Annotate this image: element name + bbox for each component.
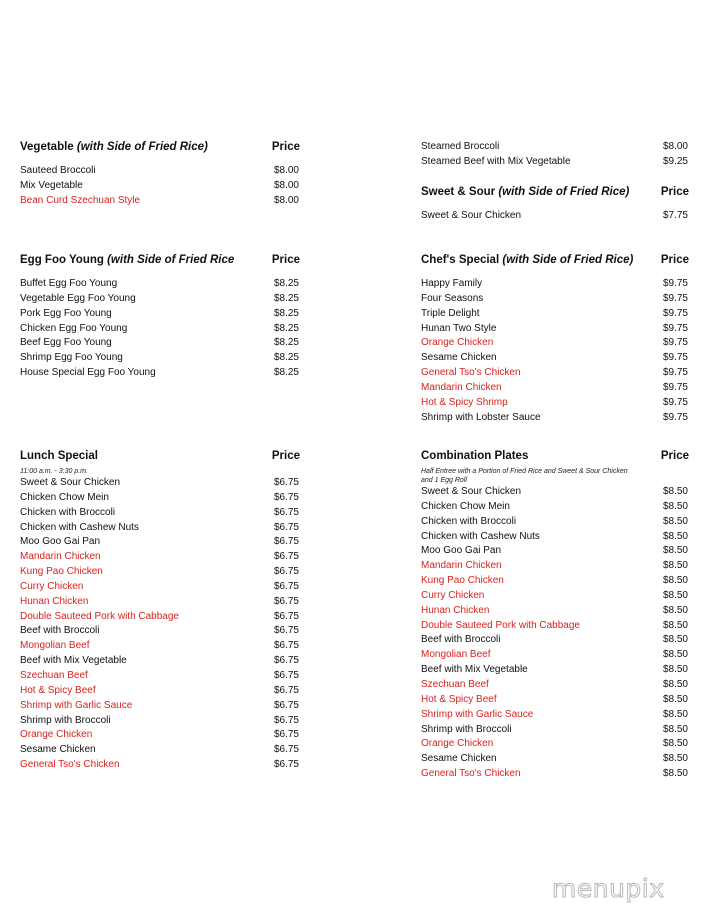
- menu-item-name: Moo Goo Gai Pan: [20, 536, 101, 548]
- menu-item-name: Sweet & Sour Chicken: [421, 486, 522, 497]
- menu-item-price: $8.50: [662, 604, 688, 616]
- menu-item: [20, 758, 300, 773]
- menu-item-price: $8.00: [662, 141, 688, 152]
- menu-item-name: Kung Pao Chicken: [421, 575, 504, 587]
- menu-item: [20, 307, 300, 322]
- menu-item-price: $8.50: [662, 486, 688, 497]
- menu-item-price: $8.25: [273, 278, 299, 289]
- menu-item: [421, 500, 689, 515]
- section-title-wrap: [421, 186, 629, 198]
- section-subtitle: (with Side of Fried Rice): [502, 254, 634, 266]
- menu-item-name: Double Sauteed Pork with Cabbage: [20, 610, 179, 622]
- menu-item-name: Mongolian Beef: [421, 649, 491, 661]
- menu-item-name: Curry Chicken: [20, 580, 84, 592]
- menu-item-price: $9.75: [662, 278, 688, 289]
- menu-item-name: Bean Curd Szechuan Style: [20, 194, 141, 206]
- menu-item-price: $6.75: [273, 625, 299, 637]
- menu-item-price: $6.75: [273, 714, 299, 726]
- menu-item-name: Sweet & Sour Chicken: [421, 210, 522, 221]
- menupix-watermark: menupix: [552, 874, 665, 903]
- menu-item-price: $6.75: [273, 477, 299, 488]
- menu-item-price: $9.75: [662, 411, 688, 423]
- menu-item: [421, 209, 689, 224]
- menu-item-name: Hot & Spicy Shrimp: [421, 396, 508, 408]
- menu-item-price: $8.50: [662, 693, 688, 705]
- menu-item-price: $6.75: [273, 759, 299, 771]
- menu-item: [421, 767, 689, 782]
- menu-item: [421, 366, 689, 381]
- menu-item: [421, 396, 689, 411]
- menu-item-price: $8.00: [273, 165, 299, 176]
- menu-item-price: $6.75: [273, 669, 299, 681]
- menu-item-price: $8.50: [662, 500, 688, 512]
- menu-item: [20, 565, 300, 580]
- section-title: Lunch Special: [20, 450, 98, 462]
- menu-item-name: Steamed Beef with Mix Vegetable: [421, 155, 571, 167]
- menu-item-price: $8.50: [662, 738, 688, 750]
- menu-item: [20, 277, 300, 292]
- menu-item: [20, 366, 300, 381]
- menu-item-name: Moo Goo Gai Pan: [421, 545, 502, 557]
- menu-item: [20, 624, 300, 639]
- price-column-label: Price: [271, 450, 300, 462]
- price-column-label: Price: [271, 141, 300, 153]
- menu-item-price: $8.50: [662, 530, 688, 542]
- section-header: [421, 186, 689, 202]
- menu-item: [20, 292, 300, 307]
- menu-item-price: $8.50: [662, 649, 688, 661]
- menu-item-name: Four Seasons: [421, 292, 484, 304]
- menu-item-name: Buffet Egg Foo Young: [20, 278, 118, 289]
- menu-item-name: Chicken with Broccoli: [20, 506, 116, 518]
- section-note: Half Entree with a Portion of Fried Rice and Sweet & Sour Chicken and 1 Egg Roll: [421, 468, 628, 484]
- menu-item-price: $6.75: [273, 580, 299, 592]
- menu-item: [20, 491, 300, 506]
- menu-item-name: Kung Pao Chicken: [20, 566, 103, 578]
- menu-item: [421, 411, 689, 426]
- menu-item-name: Chicken with Cashew Nuts: [421, 530, 540, 542]
- menu-item-price: $9.75: [662, 352, 688, 364]
- menu-item: [421, 752, 689, 767]
- menu-item: [421, 277, 689, 292]
- menu-item-name: Mongolian Beef: [20, 640, 90, 652]
- menu-item: [20, 194, 300, 209]
- menu-item-price: $6.75: [273, 744, 299, 756]
- section-header: [421, 450, 689, 466]
- menu-item-name: House Special Egg Foo Young: [20, 367, 156, 379]
- menu-section-vegetable: [20, 141, 300, 209]
- menu-item: [20, 476, 300, 491]
- menu-item: [20, 654, 300, 669]
- menu-item: [421, 336, 689, 351]
- menu-item-name: Beef Egg Foo Young: [20, 337, 112, 349]
- section-note: 11:00 a.m. - 3:30 p.m.: [20, 468, 88, 475]
- menu-section-combination-plates: [421, 450, 689, 782]
- menu-item: [20, 684, 300, 699]
- menu-item: [421, 693, 689, 708]
- menu-item: [421, 574, 689, 589]
- menu-item-price: $6.75: [273, 491, 299, 503]
- menu-item-name: Mandarin Chicken: [421, 381, 502, 393]
- menu-item: [20, 595, 300, 610]
- menu-item-name: Sesame Chicken: [421, 352, 497, 364]
- menu-item-name: Shrimp with Lobster Sauce: [421, 411, 541, 423]
- menu-item-name: Shrimp with Broccoli: [20, 714, 111, 726]
- section-subtitle: (with Side of Fried Rice): [76, 141, 208, 153]
- menu-item-price: $6.75: [273, 551, 299, 563]
- menu-item: [421, 678, 689, 693]
- menu-item: [20, 743, 300, 758]
- menu-item: [20, 639, 300, 654]
- menu-item-price: $6.75: [273, 610, 299, 622]
- menu-item-price: $8.25: [273, 292, 299, 304]
- menu-item: [20, 699, 300, 714]
- menu-item-name: Shrimp with Garlic Sauce: [20, 699, 133, 711]
- section-title: Egg Foo Young: [20, 254, 108, 266]
- menu-item-name: Chicken with Broccoli: [421, 515, 517, 527]
- menu-item-price: $8.50: [662, 619, 688, 631]
- menu-item-price: $8.50: [662, 708, 688, 720]
- menu-item-name: Orange Chicken: [421, 738, 494, 750]
- section-title-wrap: [421, 450, 528, 462]
- menu-item-name: Chicken Chow Mein: [421, 500, 510, 512]
- menu-item-price: $6.75: [273, 640, 299, 652]
- menu-item-name: Orange Chicken: [421, 337, 494, 349]
- menu-item-price: $8.50: [662, 545, 688, 557]
- section-subtitle: (with Side of Fried Rice): [498, 186, 630, 198]
- menu-item: [20, 506, 300, 521]
- menu-item: [421, 307, 689, 322]
- menu-item-name: Pork Egg Foo Young: [20, 307, 112, 319]
- menu-item-price: $8.25: [273, 307, 299, 319]
- menu-item-price: $8.25: [273, 352, 299, 364]
- menu-item: [20, 728, 300, 743]
- menu-item: [421, 604, 689, 619]
- menu-item: [421, 322, 689, 337]
- section-title-wrap: [20, 254, 234, 266]
- menu-item: [20, 164, 300, 179]
- menu-item-name: Mix Vegetable: [20, 179, 83, 191]
- menu-item: [421, 485, 689, 500]
- menu-item: [20, 610, 300, 625]
- menu-item-name: Shrimp with Broccoli: [421, 723, 512, 735]
- menu-item-name: Beef with Mix Vegetable: [421, 664, 528, 676]
- menu-item-price: $6.75: [273, 684, 299, 696]
- menu-item-name: Beef with Mix Vegetable: [20, 655, 127, 667]
- menu-item-name: Szechuan Beef: [20, 669, 88, 681]
- menu-item-price: $6.75: [273, 655, 299, 667]
- menu-item-name: Steamed Broccoli: [421, 141, 500, 152]
- price-column-label: Price: [271, 254, 300, 266]
- menu-item-price: $8.50: [662, 575, 688, 587]
- section-title: Vegetable: [20, 141, 77, 153]
- menu-item-name: Double Sauteed Pork with Cabbage: [421, 619, 580, 631]
- menu-item-name: Orange Chicken: [20, 729, 93, 741]
- menu-item-name: Mandarin Chicken: [20, 551, 101, 563]
- menu-item-name: General Tso's Chicken: [421, 367, 521, 379]
- menu-item-name: Sweet & Sour Chicken: [20, 477, 121, 488]
- menu-item-name: Sesame Chicken: [20, 744, 96, 756]
- menu-item-name: Vegetable Egg Foo Young: [20, 292, 136, 304]
- menu-item: [421, 140, 689, 155]
- price-column-label: Price: [660, 450, 689, 462]
- menu-section-sweet-sour: [421, 186, 689, 224]
- menu-item: [421, 351, 689, 366]
- menu-item-price: $8.00: [273, 179, 299, 191]
- menu-item: [20, 351, 300, 366]
- menu-item-price: $8.50: [662, 723, 688, 735]
- menu-item-name: Curry Chicken: [421, 589, 485, 601]
- menu-item-price: $6.75: [273, 729, 299, 741]
- menu-item-name: Triple Delight: [421, 307, 480, 319]
- menu-item-name: Sauteed Broccoli: [20, 165, 96, 176]
- section-header: [421, 254, 689, 270]
- menu-item: [421, 589, 689, 604]
- menu-item: [421, 544, 689, 559]
- menu-item-name: Beef with Broccoli: [421, 634, 501, 646]
- menu-item: [421, 648, 689, 663]
- menu-item-price: $6.75: [273, 699, 299, 711]
- menu-item-name: Happy Family: [421, 278, 483, 289]
- section-title-wrap: [421, 254, 633, 266]
- menu-item-price: $8.50: [662, 678, 688, 690]
- menu-item-price: $6.75: [273, 595, 299, 607]
- section-title-wrap: [20, 141, 208, 153]
- menu-item-price: $8.50: [662, 515, 688, 527]
- menu-item: [20, 669, 300, 684]
- menu-item: [20, 336, 300, 351]
- menu-item-name: Szechuan Beef: [421, 678, 489, 690]
- menu-section-lunch-special: [20, 450, 300, 773]
- menu-item-price: $6.75: [273, 506, 299, 518]
- menu-item: [421, 723, 689, 738]
- menu-item: [421, 633, 689, 648]
- price-column-label: Price: [660, 254, 689, 266]
- menu-item-name: Shrimp Egg Foo Young: [20, 352, 123, 364]
- menu-item: [421, 530, 689, 545]
- menu-item: [421, 381, 689, 396]
- menu-item-price: $6.75: [273, 566, 299, 578]
- menu-section-vegetable-continued: [421, 140, 689, 170]
- menu-section-egg-foo-young: [20, 254, 300, 381]
- section-subtitle: (with Side of Fried Rice: [107, 254, 235, 266]
- menu-item: [421, 708, 689, 723]
- menu-item: [20, 322, 300, 337]
- menu-item-name: Mandarin Chicken: [421, 560, 502, 572]
- menu-item-price: $6.75: [273, 521, 299, 533]
- menu-item: [20, 179, 300, 194]
- menu-item-name: Chicken with Cashew Nuts: [20, 521, 139, 533]
- section-title: Chef's Special: [421, 254, 503, 266]
- menu-item-name: Beef with Broccoli: [20, 625, 100, 637]
- section-title-wrap: [20, 450, 98, 462]
- menu-item-name: Shrimp with Garlic Sauce: [421, 708, 534, 720]
- menu-item: [421, 663, 689, 678]
- menu-item: [20, 521, 300, 536]
- menu-item: [20, 550, 300, 565]
- menu-item-price: $9.75: [662, 367, 688, 379]
- menu-item-name: Hot & Spicy Beef: [20, 684, 96, 696]
- menu-item: [20, 535, 300, 550]
- menu-item-price: $8.50: [662, 753, 688, 765]
- menu-item-price: $9.75: [662, 322, 688, 334]
- menu-item-price: $8.50: [662, 664, 688, 676]
- section-title: Sweet & Sour: [421, 186, 499, 198]
- menu-item-name: Hunan Chicken: [20, 595, 89, 607]
- menu-item-price: $8.50: [662, 768, 688, 780]
- section-header: [20, 141, 300, 157]
- menu-item: [20, 714, 300, 729]
- menu-item-name: Hot & Spicy Beef: [421, 693, 497, 705]
- menu-item: [421, 737, 689, 752]
- menu-item-price: $9.75: [662, 307, 688, 319]
- menu-item: [421, 155, 689, 170]
- menu-item-price: $8.25: [273, 322, 299, 334]
- menu-item-name: Chicken Chow Mein: [20, 491, 109, 503]
- price-column-label: Price: [660, 186, 689, 198]
- section-title: Combination Plates: [421, 450, 529, 462]
- menu-item-price: $8.50: [662, 560, 688, 572]
- menu-section-chefs-special: [421, 254, 689, 425]
- menu-item-price: $8.50: [662, 589, 688, 601]
- menu-item-price: $9.25: [662, 155, 688, 167]
- menu-item: [421, 515, 689, 530]
- menu-item-price: $8.50: [662, 634, 688, 646]
- menu-item-price: $6.75: [273, 536, 299, 548]
- menu-item-price: $9.75: [662, 337, 688, 349]
- menu-item: [20, 580, 300, 595]
- menu-item-name: General Tso's Chicken: [20, 759, 120, 771]
- menu-item-price: $9.75: [662, 396, 688, 408]
- menu-item-name: Chicken Egg Foo Young: [20, 322, 128, 334]
- menu-item: [421, 559, 689, 574]
- menu-item-price: $7.75: [662, 210, 688, 221]
- menu-item: [421, 619, 689, 634]
- section-header: [20, 450, 300, 466]
- menu-item: [421, 292, 689, 307]
- menu-item-name: General Tso's Chicken: [421, 768, 521, 780]
- menu-item-price: $8.00: [273, 194, 299, 206]
- menu-item-name: Hunan Two Style: [421, 322, 497, 334]
- menu-item-price: $8.25: [273, 337, 299, 349]
- section-header: [20, 254, 300, 270]
- menu-item-name: Hunan Chicken: [421, 604, 490, 616]
- menu-item-price: $9.75: [662, 292, 688, 304]
- menu-item-price: $8.25: [273, 367, 299, 379]
- menu-item-price: $9.75: [662, 381, 688, 393]
- menu-item-name: Sesame Chicken: [421, 753, 497, 765]
